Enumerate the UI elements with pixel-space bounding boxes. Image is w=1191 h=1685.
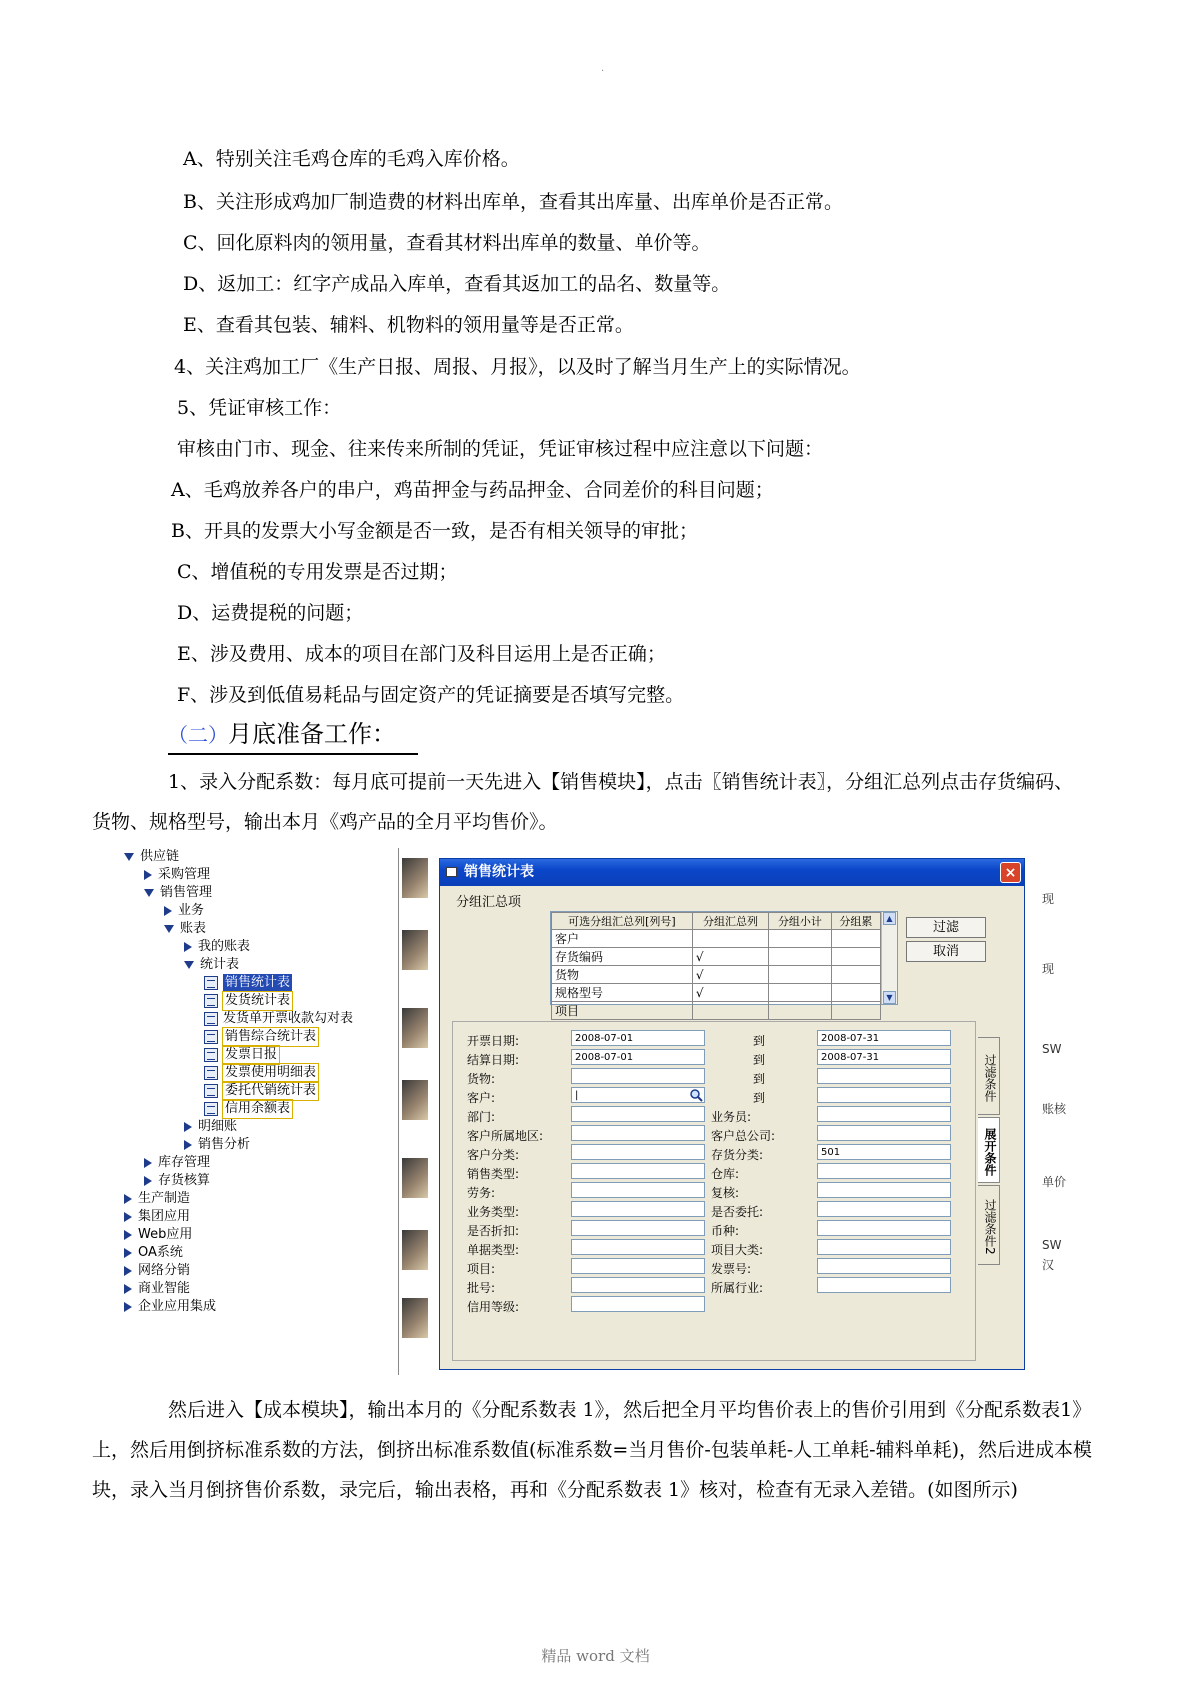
industry-field[interactable] bbox=[817, 1277, 951, 1293]
clipped-text: 现 bbox=[1042, 962, 1055, 976]
report-icon bbox=[204, 1084, 218, 1098]
paragraph: 1、录入分配系数：每月底可提前一天先进入【销售模块】，点击〖销售统计表〗，分组汇总列点击存货编码、货物、规格型号，输出本月《鸡产品的全月平均售价》。 bbox=[92, 771, 1074, 833]
text-line: E、查看其包装、辅料、机物料的领用量等是否正常。 bbox=[183, 314, 634, 336]
paragraph: 然后进入【成本模块】，输出本月的《分配系数表 1》，然后把全月平均售价表上的售价引用到《分配系数表1》上，然后用倒挤标准系数的方法，倒挤出标准系数值(标准系数=当月售价-包装单耗-人工单耗-辅料单耗)，然后进成本模块，录入当月倒挤售价系数，录完后，输出表格，再和《分配系数表 1》核对，检查有无录入差错。(如图所示) bbox=[92, 1399, 1093, 1501]
expand-icon bbox=[124, 853, 134, 861]
warehouse-field[interactable] bbox=[817, 1163, 951, 1179]
thumbnail-image bbox=[402, 930, 428, 970]
tree-leaf[interactable]: 发货单开票收款勾对表 bbox=[204, 1010, 353, 1028]
dialog-titlebar[interactable] bbox=[440, 859, 1024, 886]
customer-from[interactable]: | bbox=[571, 1087, 705, 1103]
field-label: 是否折扣: bbox=[467, 1224, 520, 1238]
thumbnail-image bbox=[402, 1080, 428, 1120]
clipped-text: SW bbox=[1042, 1042, 1062, 1056]
filter-button[interactable]: 过滤 bbox=[906, 917, 986, 938]
credit-level-field[interactable] bbox=[571, 1296, 705, 1312]
salesman-field[interactable] bbox=[817, 1106, 951, 1122]
tree-node[interactable]: 明细账 bbox=[184, 1118, 237, 1136]
field-label: 业务员: bbox=[711, 1110, 752, 1124]
section-heading bbox=[168, 716, 418, 755]
thumbnail-image bbox=[402, 1008, 428, 1048]
field-label: 复核: bbox=[711, 1186, 740, 1200]
report-icon bbox=[204, 1030, 218, 1044]
consign-field[interactable] bbox=[817, 1201, 951, 1217]
expand-icon bbox=[144, 889, 154, 897]
thumbnail-image bbox=[402, 858, 428, 898]
field-label: 存货分类: bbox=[711, 1148, 764, 1162]
field-label: 客户分类: bbox=[467, 1148, 520, 1162]
field-label: 货物: bbox=[467, 1072, 496, 1086]
filter-panel bbox=[452, 1021, 976, 1361]
settle-date-to[interactable]: 2008-07-31 bbox=[817, 1049, 951, 1065]
search-icon[interactable] bbox=[689, 1088, 703, 1102]
discount-field[interactable] bbox=[571, 1220, 705, 1236]
thumbnail-image bbox=[402, 1158, 428, 1198]
invoice-date-from[interactable]: 2008-07-01 bbox=[571, 1030, 705, 1046]
tree-node[interactable]: 网络分销 bbox=[124, 1262, 190, 1280]
collapse-icon bbox=[124, 1194, 132, 1204]
field-label: 单据类型: bbox=[467, 1243, 520, 1257]
invoice-date-to[interactable]: 2008-07-31 bbox=[817, 1030, 951, 1046]
text-line: B、关注形成鸡加厂制造费的材料出库单，查看其出库量、出库单价是否正常。 bbox=[183, 191, 843, 213]
field-label: 信用等级: bbox=[467, 1300, 520, 1314]
sales-type-field[interactable] bbox=[571, 1163, 705, 1179]
customer-to[interactable] bbox=[817, 1087, 951, 1103]
sales-stat-dialog bbox=[439, 858, 1025, 1370]
grid-header: 分组小计 bbox=[769, 913, 832, 930]
tab-filter[interactable]: 过滤条件 bbox=[978, 1037, 1000, 1115]
tree-node[interactable]: 销售分析 bbox=[184, 1136, 250, 1154]
tab-expand[interactable]: 展开条件 bbox=[978, 1117, 1000, 1183]
text-line: 5、凭证审核工作： bbox=[177, 397, 342, 419]
business-type-field[interactable] bbox=[571, 1201, 705, 1217]
field-label: 业务类型: bbox=[467, 1205, 520, 1219]
tree-leaf[interactable]: 委托代销统计表 bbox=[204, 1082, 318, 1100]
stock-class-field[interactable]: 501 bbox=[817, 1144, 951, 1160]
collapse-icon bbox=[124, 1302, 132, 1312]
tree-leaf[interactable]: 发票使用明细表 bbox=[204, 1064, 318, 1082]
field-label: 结算日期: bbox=[467, 1053, 520, 1067]
tree-leaf[interactable]: 销售综合统计表 bbox=[204, 1028, 318, 1046]
collapse-icon bbox=[184, 942, 192, 952]
tree-leaf-selected[interactable]: 销售统计表 bbox=[204, 974, 292, 992]
tree-node[interactable]: 存货核算 bbox=[144, 1172, 210, 1190]
text-line: 4、关注鸡加工厂《生产日报、周报、月报》，以及时了解当月生产上的实际情况。 bbox=[174, 356, 861, 378]
goods-from[interactable] bbox=[571, 1068, 705, 1084]
collapse-icon bbox=[164, 906, 172, 916]
collapse-icon bbox=[124, 1230, 132, 1240]
report-icon bbox=[204, 1048, 218, 1062]
field-label: 劳务: bbox=[467, 1186, 496, 1200]
tree-node[interactable]: 商业智能 bbox=[124, 1280, 190, 1298]
collapse-icon bbox=[124, 1212, 132, 1222]
grid-header: 分组汇总列 bbox=[692, 913, 768, 930]
collapse-icon bbox=[144, 1158, 152, 1168]
field-label: 到 bbox=[753, 1034, 766, 1048]
table-row[interactable]: 规格型号 √ bbox=[552, 984, 881, 1002]
region-field[interactable] bbox=[571, 1125, 705, 1141]
thumbnail-image bbox=[402, 1298, 428, 1338]
review-field[interactable] bbox=[817, 1182, 951, 1198]
clipped-text: 账核 bbox=[1042, 1102, 1067, 1116]
header-mark: · bbox=[601, 66, 605, 77]
report-icon bbox=[204, 994, 218, 1008]
text-line: D、运费提税的问题； bbox=[177, 602, 364, 624]
tree-node[interactable]: Web应用 bbox=[124, 1226, 192, 1244]
table-row[interactable]: 项目 bbox=[552, 1002, 881, 1020]
text-line: A、毛鸡放养各户的串户，鸡苗押金与药品押金、合同差价的科目问题； bbox=[171, 479, 774, 501]
cancel-button[interactable]: 取消 bbox=[906, 941, 986, 962]
field-label: 所属行业: bbox=[711, 1281, 764, 1295]
tree-node[interactable]: 生产制造 bbox=[124, 1190, 190, 1208]
report-icon bbox=[204, 1102, 218, 1116]
dialog-title: 销售统计表 bbox=[464, 864, 534, 880]
settle-date-from[interactable]: 2008-07-01 bbox=[571, 1049, 705, 1065]
table-row[interactable]: 存货编码 √ bbox=[552, 948, 881, 966]
tab-filter2[interactable]: 过滤条件2 bbox=[978, 1185, 1000, 1265]
text-line: C、增值税的专用发票是否过期； bbox=[177, 561, 458, 583]
nav-tree bbox=[120, 848, 390, 1375]
tree-node[interactable]: 集团应用 bbox=[124, 1208, 190, 1226]
department-field[interactable] bbox=[571, 1106, 705, 1122]
doc-type-field[interactable] bbox=[571, 1239, 705, 1255]
text-line: A、特别关注毛鸡仓库的毛鸡入库价格。 bbox=[183, 148, 520, 170]
field-label: 项目大类: bbox=[711, 1243, 764, 1257]
report-icon bbox=[204, 1066, 218, 1080]
field-label: 开票日期: bbox=[467, 1034, 520, 1048]
scroll-up-icon[interactable]: ▲ bbox=[883, 912, 896, 925]
table-row[interactable]: 货物 √ bbox=[552, 966, 881, 984]
tree-node[interactable]: OA系统 bbox=[124, 1244, 183, 1262]
field-label: 客户所属地区: bbox=[467, 1129, 544, 1143]
collapse-icon bbox=[124, 1248, 132, 1258]
currency-field[interactable] bbox=[817, 1220, 951, 1236]
tree-leaf[interactable]: 发货统计表 bbox=[204, 992, 292, 1010]
window-icon bbox=[446, 867, 457, 877]
grid-header: 可选分组汇总列[列号] bbox=[552, 913, 693, 930]
customer-class-field[interactable] bbox=[571, 1144, 705, 1160]
tree-leaf[interactable]: 发票日报 bbox=[204, 1046, 279, 1064]
group-grid[interactable] bbox=[550, 911, 898, 1018]
collapse-icon bbox=[184, 1140, 192, 1150]
invoice-no-field[interactable] bbox=[817, 1258, 951, 1274]
collapse-icon bbox=[124, 1284, 132, 1294]
software-screenshot bbox=[120, 848, 1071, 1375]
tree-node[interactable]: 我的账表 bbox=[184, 938, 250, 956]
field-label: 批号: bbox=[467, 1281, 496, 1295]
text-line: E、涉及费用、成本的项目在部门及科目运用上是否正确； bbox=[177, 643, 666, 665]
clipped-text: 单价 bbox=[1042, 1175, 1067, 1189]
tree-node[interactable]: 采购管理 bbox=[144, 866, 210, 884]
field-label: 销售类型: bbox=[467, 1167, 520, 1181]
tree-node[interactable]: 销售管理 bbox=[144, 884, 212, 902]
field-label: 到 bbox=[753, 1053, 766, 1067]
field-label: 客户总公司: bbox=[711, 1129, 776, 1143]
tree-node[interactable]: 库存管理 bbox=[144, 1154, 210, 1172]
tree-node[interactable]: 统计表 bbox=[184, 956, 239, 974]
expand-icon bbox=[184, 961, 194, 969]
field-label: 项目: bbox=[467, 1262, 496, 1276]
field-label: 到 bbox=[753, 1091, 766, 1105]
vertical-scrollbar[interactable] bbox=[881, 912, 897, 1004]
collapse-icon bbox=[124, 1266, 132, 1276]
grid-header: 分组累 bbox=[831, 913, 880, 930]
section-title: 月底准备工作： bbox=[228, 720, 396, 748]
text-line: 审核由门市、现金、往来传来所制的凭证，凭证审核过程中应注意以下问题： bbox=[177, 438, 824, 460]
group-label: 分组汇总项 bbox=[456, 895, 522, 910]
field-label: 到 bbox=[753, 1072, 766, 1086]
clipped-text: 现 bbox=[1042, 892, 1055, 906]
head-company-field[interactable] bbox=[817, 1125, 951, 1141]
field-label: 发票号: bbox=[711, 1262, 752, 1276]
tree-node[interactable]: 供应链 bbox=[124, 848, 179, 866]
thumbnail-image bbox=[402, 1230, 428, 1270]
service-field[interactable] bbox=[571, 1182, 705, 1198]
field-label: 是否委托: bbox=[711, 1205, 764, 1219]
text-line: F、涉及到低值易耗品与固定资产的凭证摘要是否填写完整。 bbox=[177, 684, 685, 706]
text-line: B、开具的发票大小写金额是否一致，是否有相关领导的审批； bbox=[171, 520, 698, 542]
field-label: 仓库: bbox=[711, 1167, 740, 1181]
scroll-down-icon[interactable]: ▼ bbox=[883, 991, 896, 1004]
section-number: （二） bbox=[168, 723, 228, 747]
close-button[interactable]: × bbox=[1000, 862, 1021, 883]
tree-leaf[interactable]: 信用余额表 bbox=[204, 1100, 292, 1118]
collapse-icon bbox=[184, 1122, 192, 1132]
table-row[interactable]: 客户 bbox=[552, 930, 881, 948]
tree-node[interactable]: 业务 bbox=[164, 902, 204, 920]
footer-text: 精品 word 文档 bbox=[541, 1647, 650, 1665]
goods-to[interactable] bbox=[817, 1068, 951, 1084]
project-field[interactable] bbox=[571, 1258, 705, 1274]
clipped-text: SW bbox=[1042, 1238, 1062, 1252]
tree-node[interactable]: 账表 bbox=[164, 920, 206, 938]
clipped-text: 汉 bbox=[1042, 1258, 1055, 1272]
expand-icon bbox=[164, 925, 174, 933]
text-line: C、回化原料肉的领用量，查看其材料出库单的数量、单价等。 bbox=[183, 232, 711, 254]
field-label: 币种: bbox=[711, 1224, 740, 1238]
collapse-icon bbox=[144, 1176, 152, 1186]
report-icon bbox=[204, 1012, 218, 1026]
text-line: D、返加工：红字产成品入库单，查看其返加工的品名、数量等。 bbox=[183, 273, 731, 295]
batch-field[interactable] bbox=[571, 1277, 705, 1293]
field-label: 部门: bbox=[467, 1110, 496, 1124]
report-icon bbox=[204, 976, 218, 990]
field-label: 客户: bbox=[467, 1091, 496, 1105]
collapse-icon bbox=[144, 870, 152, 880]
project-class-field[interactable] bbox=[817, 1239, 951, 1255]
tree-node[interactable]: 企业应用集成 bbox=[124, 1298, 216, 1316]
